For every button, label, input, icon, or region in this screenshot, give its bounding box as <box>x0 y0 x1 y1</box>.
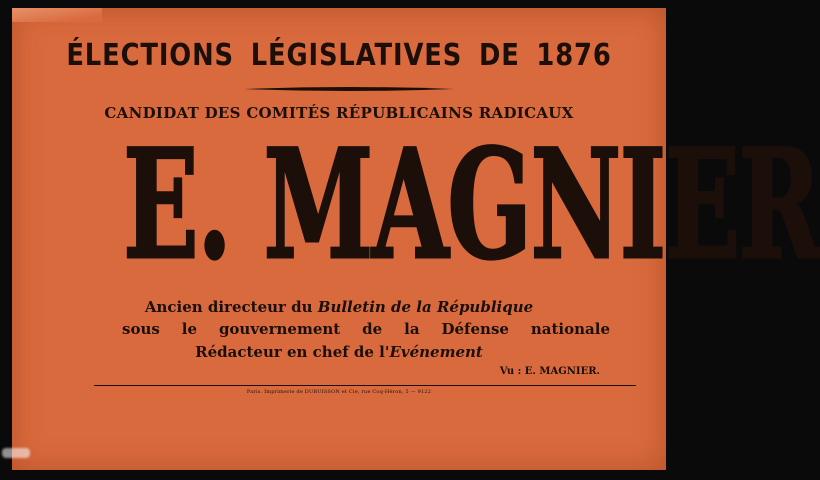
approval-signature: Vu : E. MAGNIER. <box>499 366 600 377</box>
line2-word: de <box>362 320 383 338</box>
line2-word: la <box>404 320 420 338</box>
line1-publication: Bulletin de la République <box>317 298 534 316</box>
printer-imprint: Paris. Imprimerie de DUBUISSON et Cie, rue Coq-Héron, 5 — 9122 <box>246 389 432 395</box>
footer-divider <box>94 385 636 386</box>
line2-word: le <box>181 320 197 338</box>
corner-fold <box>12 8 102 22</box>
election-poster <box>12 8 820 470</box>
library-stamp <box>2 448 30 458</box>
line2-word: sous <box>122 320 160 338</box>
ornament-divider-icon <box>244 86 454 92</box>
description-line-2 <box>122 320 610 338</box>
line2-word: nationale <box>530 320 610 338</box>
line2-word: gouvernement <box>218 320 341 338</box>
description-line-1 <box>12 298 666 316</box>
line3-publication: Evénement <box>389 343 483 361</box>
poster-heading: ÉLECTIONS LÉGISLATIVES DE 1876 <box>66 38 612 73</box>
line1-text: Ancien directeur du <box>144 298 318 316</box>
poster-subtitle: CANDIDAT DES COMITÉS RÉPUBLICAINS RADICAUX <box>104 104 574 122</box>
line3-text: Rédacteur en chef de l' <box>195 343 390 361</box>
description-line-3 <box>12 343 666 361</box>
line2-word: Défense <box>441 320 509 338</box>
candidate-name: E. MAGNIER <box>123 117 820 293</box>
